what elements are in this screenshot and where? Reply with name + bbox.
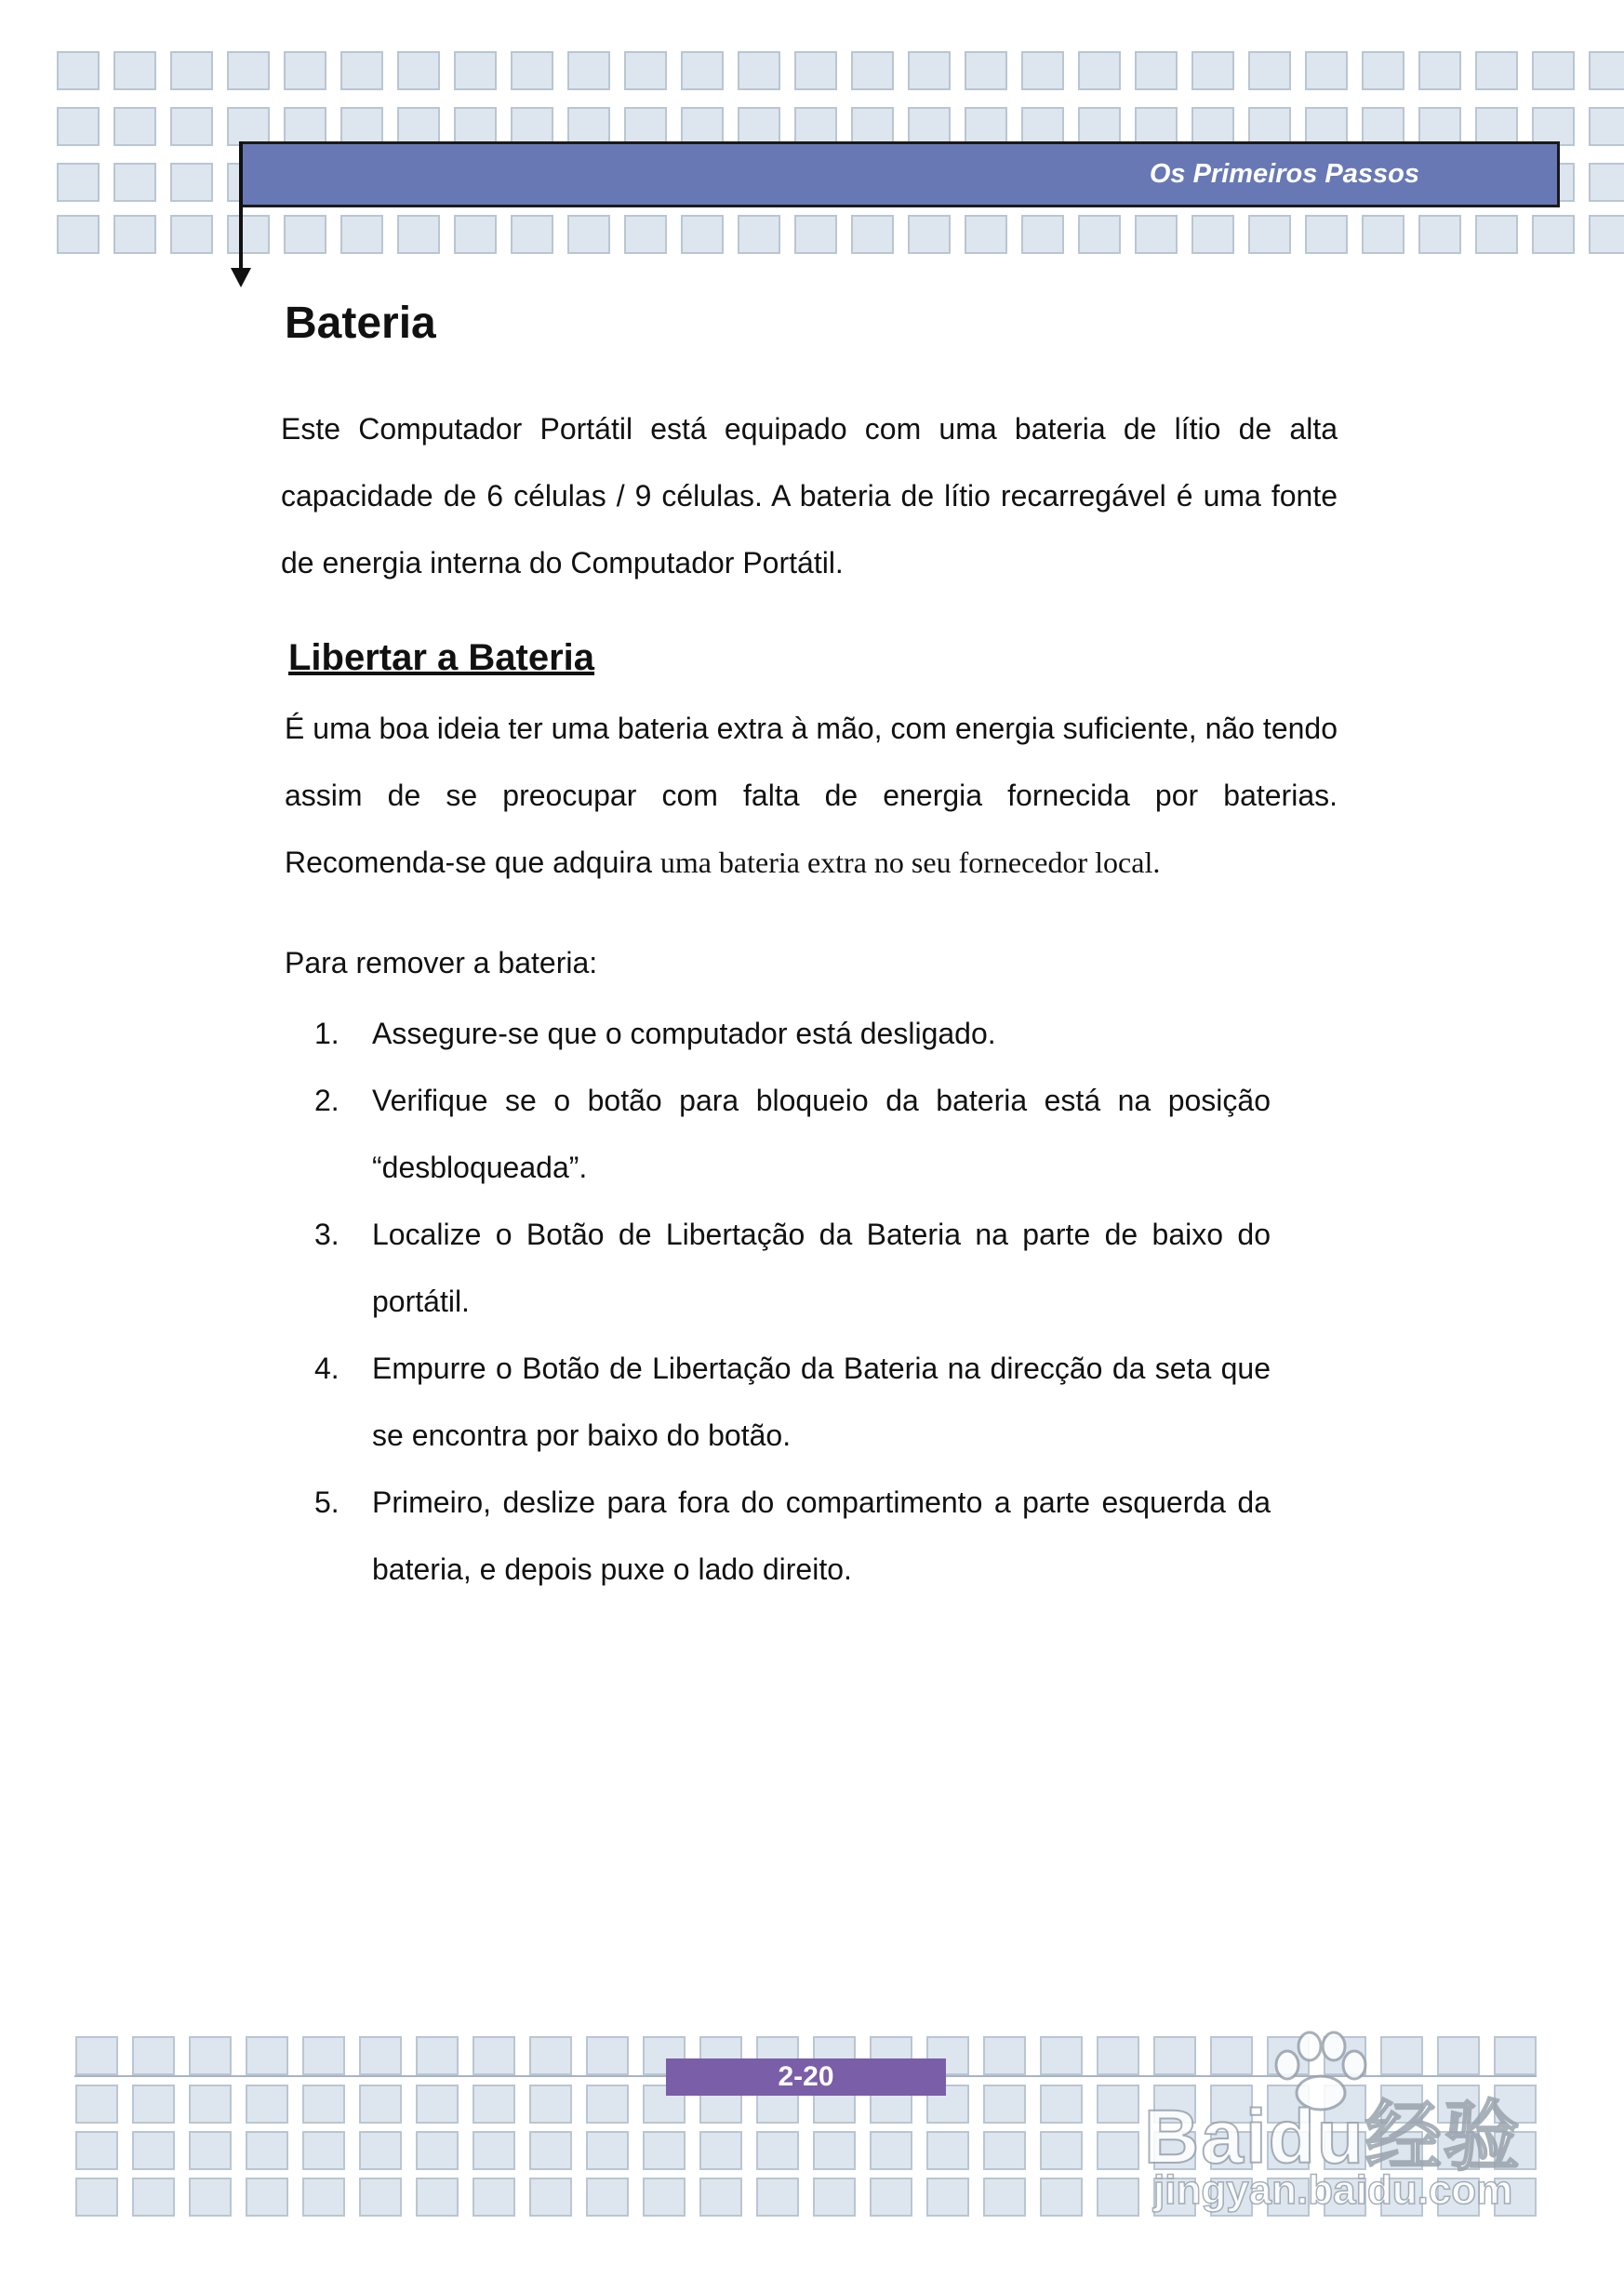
decorative-tile [114,164,155,201]
decorative-tile [1136,216,1177,253]
decorative-tile [417,2132,458,2169]
decorative-tile [852,216,893,253]
step-text: Localize o Botão de Libertação da Bateria na parte de baixo do portátil. [372,1218,1271,1318]
decorative-tile [58,164,99,201]
section-paragraph-main: É uma boa ideia ter uma bateria extra à mão, com energia suficiente, não tendo assim de se preocupar com falta de energia fornecida por baterias. Recomenda-se que adquira [285,712,1338,879]
decorative-tile [360,2037,401,2074]
decorative-tile [1419,108,1460,145]
decorative-tile [927,2178,968,2216]
header-tile-row [0,212,1624,266]
section-heading: Libertar a Bateria [288,637,595,678]
decorative-tile [1249,52,1290,89]
decorative-tile [341,52,382,89]
decorative-tile [644,2178,685,2216]
step-number: 5. [314,1485,339,1519]
intro-paragraph: Este Computador Portátil está equipado com uma bateria de lítio de alta capacidade de 6 células / 9 células. A bateria de lítio recarregável é uma fonte de energia interna do Computador Portátil. [281,412,1338,579]
decorative-tile [190,2085,231,2123]
decorative-tile [171,164,212,201]
decorative-tile [246,2085,287,2123]
decorative-tile [1098,2178,1138,2216]
step-number: 1. [314,1017,339,1050]
arrow-down-icon [231,268,251,287]
decorative-tile [700,2178,741,2216]
decorative-tile [285,52,326,89]
decorative-tile [417,2037,458,2074]
decorative-tile [1306,52,1347,89]
decorative-tile [58,108,99,145]
decorative-tile [1022,216,1063,253]
decorative-tile [795,216,836,253]
decorative-tile [927,2132,968,2169]
decorative-tile [1306,108,1347,145]
decorative-tile [1041,2085,1082,2123]
decorative-tile [285,216,326,253]
decorative-tile [700,2132,741,2169]
remove-intro: Para remover a bateria: [285,946,598,979]
decorative-tile [795,52,836,89]
page-number-badge [666,2058,946,2096]
decorative-tile [1590,108,1624,145]
decorative-tile [246,2132,287,2169]
decorative-tile [1533,216,1574,253]
step-text: Assegure-se que o computador está desligado. [372,1017,996,1050]
decorative-tile [360,2178,401,2216]
decorative-tile [965,52,1006,89]
decorative-tile [587,2085,628,2123]
decorative-tile [455,216,496,253]
decorative-tile [398,216,439,253]
page-title: Bateria [285,299,436,348]
decorative-tile [1041,2037,1082,2074]
decorative-tile [965,108,1006,145]
decorative-tile [625,216,666,253]
list-item [314,1067,1271,1201]
header-section-title: Os Primeiros Passos [1149,159,1419,189]
decorative-tile [303,2037,344,2074]
decorative-tile [965,216,1006,253]
decorative-tile [398,52,439,89]
decorative-tile [1249,216,1290,253]
decorative-tile [568,216,609,253]
step-text: Verifique se o botão para bloqueio da bateria está na posição “desbloqueada”. [372,1084,1271,1184]
decorative-tile [1249,108,1290,145]
decorative-tile [1079,216,1120,253]
decorative-tile [171,216,212,253]
decorative-tile [1098,2085,1138,2123]
decorative-tile [417,2178,458,2216]
decorative-tile [1419,216,1460,253]
decorative-tile [1590,52,1624,89]
decorative-tile [1136,108,1177,145]
decorative-tile [739,108,779,145]
decorative-tile [303,2085,344,2123]
decorative-tile [530,2178,571,2216]
decorative-tile [1590,164,1624,201]
decorative-tile [682,52,723,89]
list-item [314,1201,1271,1335]
decorative-tile [530,2037,571,2074]
decorative-tile [739,52,779,89]
decorative-tile [1363,52,1404,89]
decorative-tile [1098,2037,1138,2074]
decorative-tile [814,2132,855,2169]
decorative-tile [1192,52,1233,89]
decorative-tile [587,2178,628,2216]
step-number: 3. [314,1218,339,1251]
list-item [314,1000,1271,1067]
decorative-tile [455,108,496,145]
decorative-tile [512,216,552,253]
decorative-tile [76,2178,117,2216]
decorative-tile [114,52,155,89]
decorative-tile [114,108,155,145]
decorative-tile [1590,216,1624,253]
decorative-tile [984,2085,1025,2123]
decorative-tile [285,108,326,145]
decorative-tile [360,2085,401,2123]
decorative-tile [512,52,552,89]
decorative-tile [682,108,723,145]
decorative-tile [455,52,496,89]
decorative-tile [190,2178,231,2216]
removal-steps-list [314,1000,1271,1603]
decorative-tile [1136,52,1177,89]
decorative-tile [512,108,552,145]
decorative-tile [1476,108,1517,145]
decorative-tile [909,108,950,145]
decorative-tile [587,2037,628,2074]
watermark-url: jingyan.baidu.com [1153,2167,1513,2213]
decorative-tile [1363,216,1404,253]
section-paragraph [285,695,1338,896]
step-number: 2. [314,1084,339,1117]
decorative-tile [814,2178,855,2216]
decorative-tile [171,108,212,145]
decorative-tile [795,108,836,145]
decorative-tile [1419,52,1460,89]
decorative-tile [133,2085,174,2123]
decorative-tile [909,216,950,253]
decorative-tile [530,2132,571,2169]
decorative-tile [473,2178,514,2216]
decorative-tile [58,52,99,89]
decorative-tile [1476,52,1517,89]
decorative-tile [739,216,779,253]
watermark-brand: Baidu经验 [1144,2095,1522,2179]
page-number: 2-20 [778,2061,834,2092]
baidu-watermark [1144,2028,1535,2214]
decorative-tile [303,2132,344,2169]
decorative-tile [1079,108,1120,145]
decorative-tile [644,2132,685,2169]
decorative-tile [190,2037,231,2074]
decorative-tile [473,2132,514,2169]
decorative-tile [1022,52,1063,89]
decorative-tile [871,2132,912,2169]
decorative-tile [1022,108,1063,145]
decorative-tile [1363,108,1404,145]
step-text: Primeiro, deslize para fora do compartimento a parte esquerda da bateria, e depois puxe o lado direito. [372,1485,1271,1586]
decorative-tile [852,108,893,145]
decorative-tile [1041,2132,1082,2169]
decorative-tile [171,52,212,89]
list-item [314,1469,1271,1603]
decorative-tile [1192,108,1233,145]
decorative-tile [76,2085,117,2123]
decorative-tile [246,2037,287,2074]
decorative-tile [1533,52,1574,89]
decorative-tile [757,2132,798,2169]
decorative-tile [417,2085,458,2123]
decorative-tile [190,2132,231,2169]
list-item [314,1335,1271,1469]
decorative-tile [133,2037,174,2074]
decorative-tile [568,52,609,89]
decorative-tile [625,108,666,145]
decorative-tile [303,2178,344,2216]
decorative-tile [76,2132,117,2169]
decorative-tile [246,2178,287,2216]
decorative-tile [114,216,155,253]
decorative-tile [682,216,723,253]
decorative-tile [1476,216,1517,253]
decorative-tile [1306,216,1347,253]
decorative-tile [1098,2132,1138,2169]
decorative-tile [984,2037,1025,2074]
decorative-tile [360,2132,401,2169]
decorative-tile [341,216,382,253]
header-arrow-line [239,141,243,272]
decorative-tile [984,2132,1025,2169]
decorative-tile [228,52,269,89]
decorative-tile [473,2037,514,2074]
decorative-tile [984,2178,1025,2216]
decorative-tile [530,2085,571,2123]
decorative-tile [625,52,666,89]
decorative-tile [228,108,269,145]
decorative-tile [757,2178,798,2216]
decorative-tile [1192,216,1233,253]
decorative-tile [852,52,893,89]
decorative-tile [133,2132,174,2169]
step-number: 4. [314,1352,339,1385]
decorative-tile [341,108,382,145]
decorative-tile [1079,52,1120,89]
section-paragraph-tail: uma bateria extra no seu fornecedor local. [659,846,1161,879]
decorative-tile [909,52,950,89]
decorative-tile [228,216,269,253]
decorative-tile [76,2037,117,2074]
decorative-tile [587,2132,628,2169]
decorative-tile [473,2085,514,2123]
step-text: Empurre o Botão de Libertação da Bateria na direcção da seta que se encontra por baixo do botão. [372,1352,1271,1452]
decorative-tile [1533,108,1574,145]
decorative-tile [133,2178,174,2216]
header-tile-row [0,48,1624,102]
decorative-tile [568,108,609,145]
decorative-tile [398,108,439,145]
decorative-tile [58,216,99,253]
header-bar [239,141,1560,207]
decorative-tile [871,2178,912,2216]
decorative-tile [1041,2178,1082,2216]
